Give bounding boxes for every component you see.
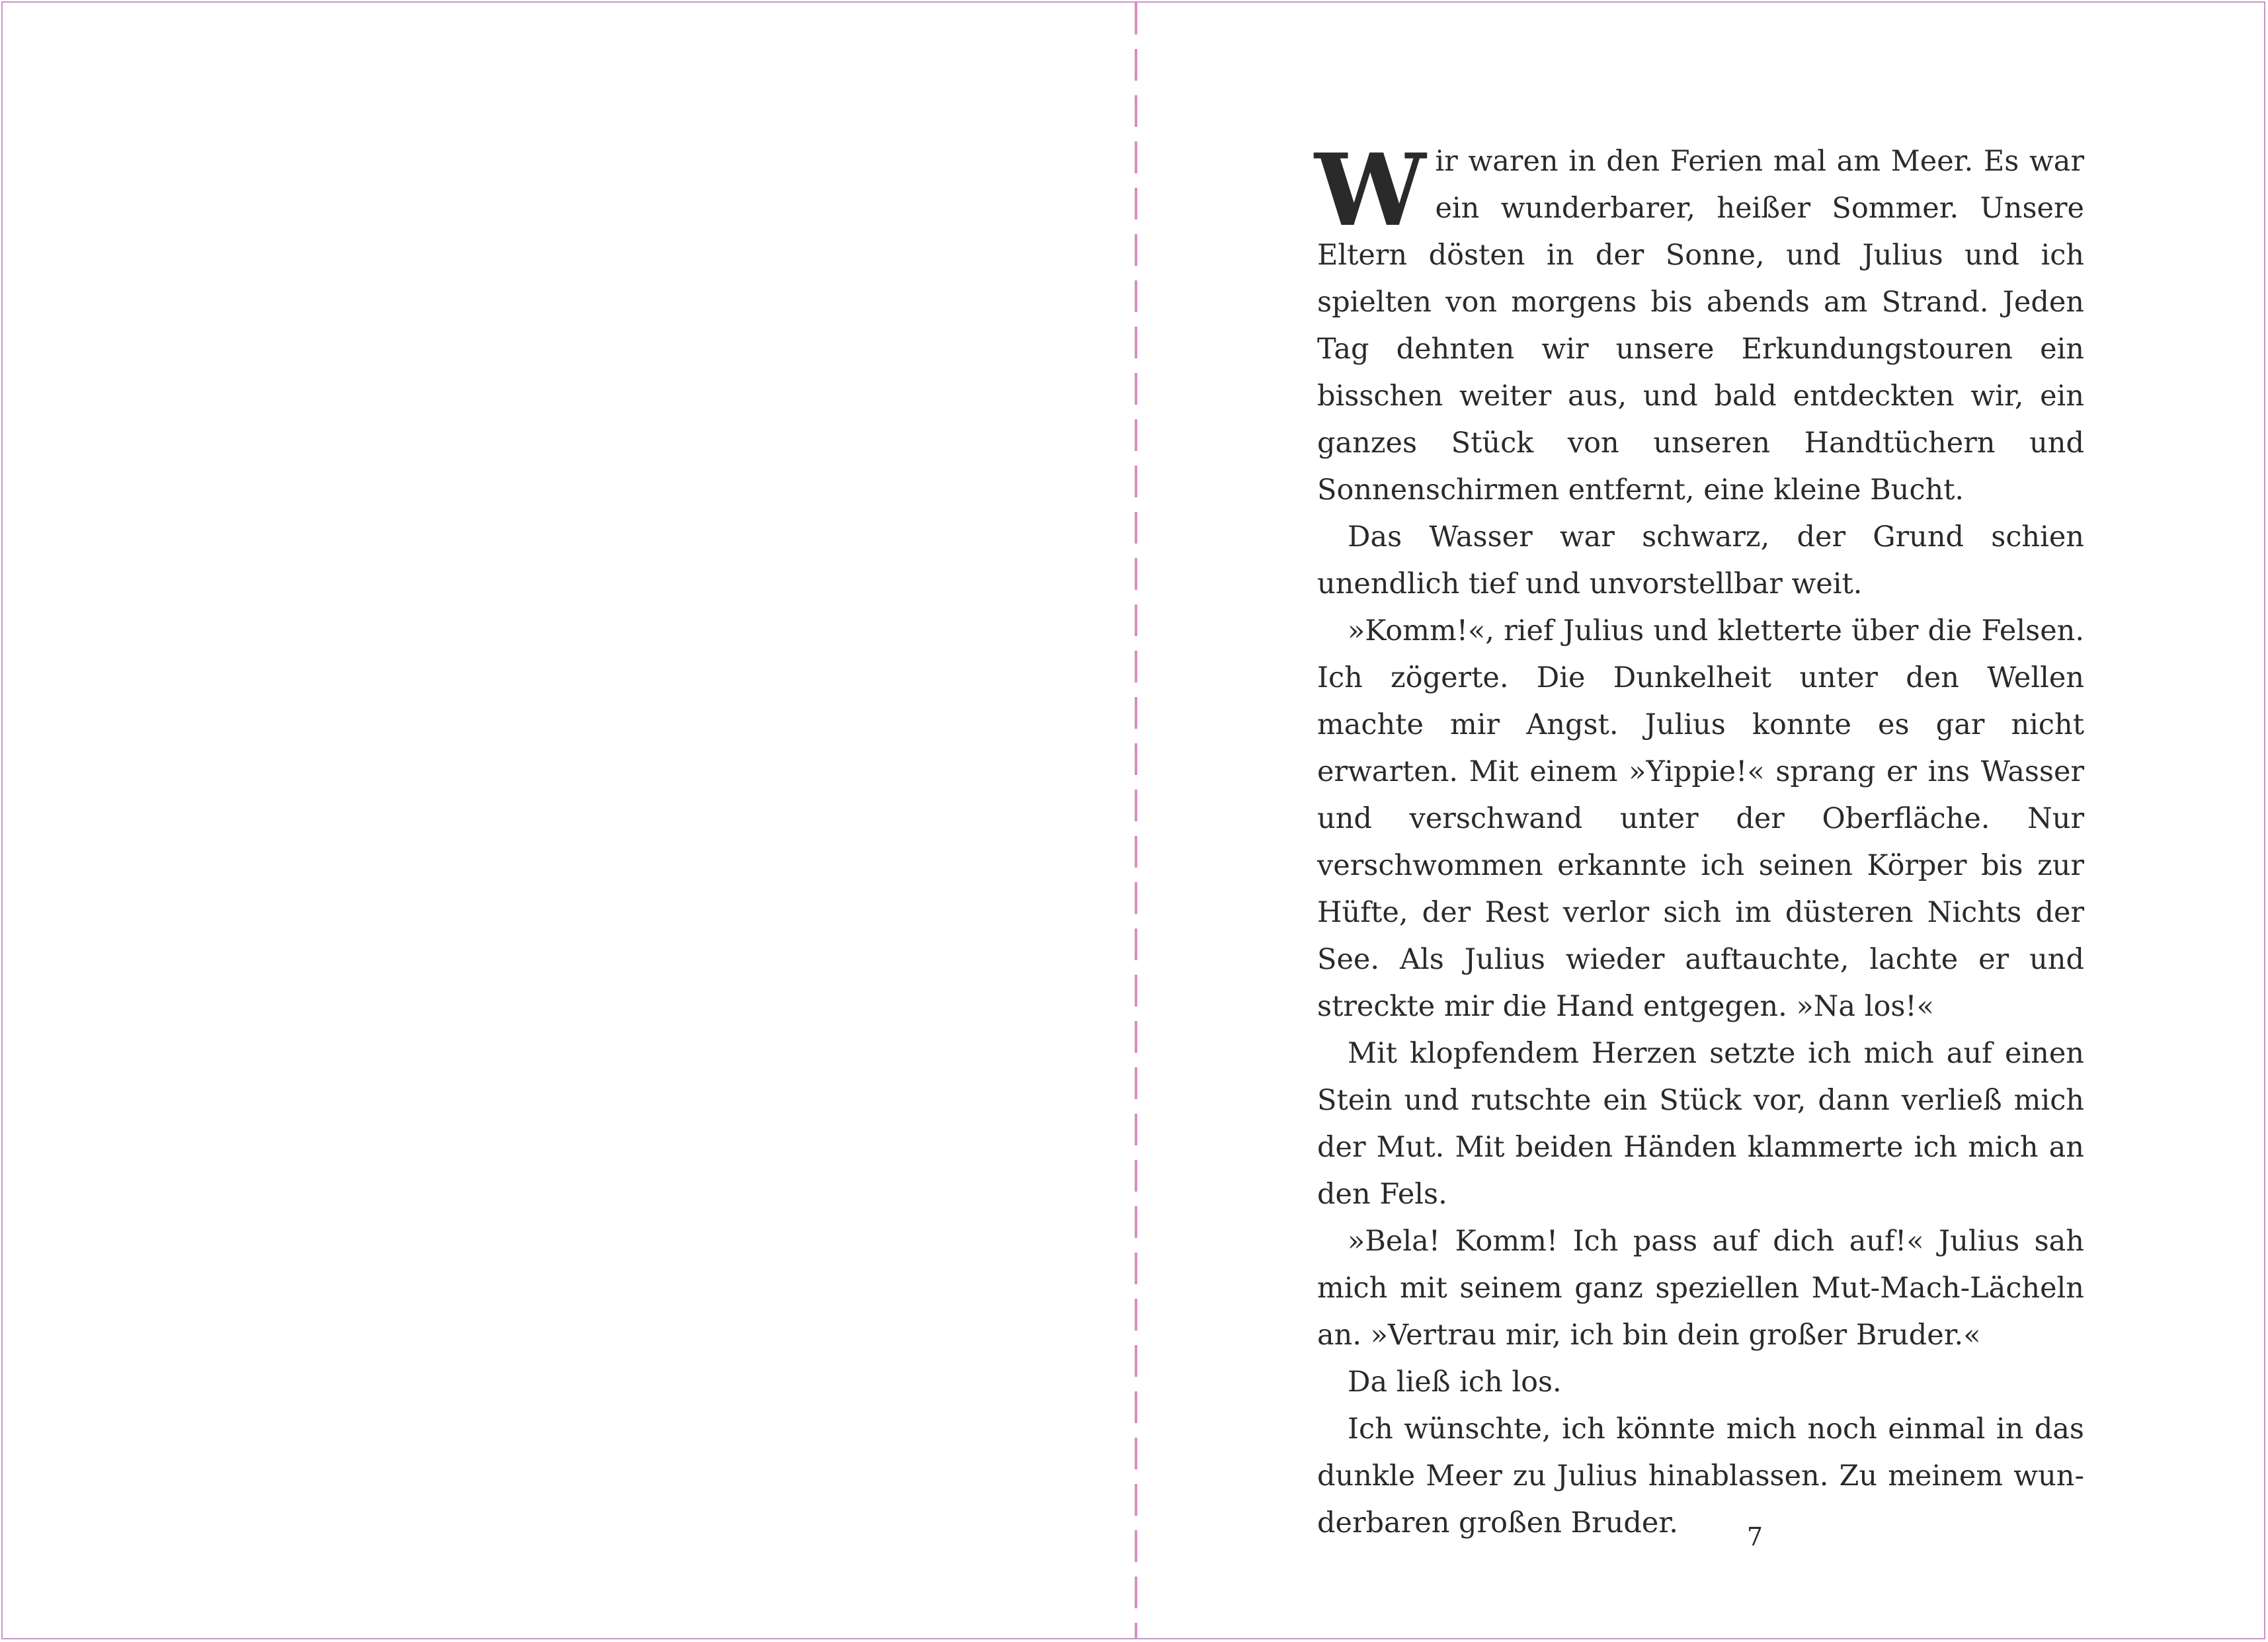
paragraph-2: Das Wasser war schwarz, der Grund schien unendlich tief und unvorstellbar weit.: [1317, 520, 2084, 600]
paragraph-7: Ich wünschte, ich könnte mich noch einmal in das dunkle Meer zu Julius hinablassen. Zu meinem wunderbaren großen Bruder.: [1317, 1413, 2084, 1539]
story-text: [1315, 132, 2084, 1547]
left-page-blank: [3, 3, 1135, 1638]
page-number: 7: [1746, 1522, 1763, 1551]
drop-cap: W: [1315, 132, 1426, 249]
right-page: [1137, 3, 2267, 1638]
paragraph-1: [1315, 132, 2084, 514]
paragraph-4: Mit klopfendem Herzen setzte ich mich auf einen Stein und rutschte ein Stück vor, dann verließ mich der Mut. Mit beiden Händen klammerte ich mich an den Fels.: [1317, 1037, 2084, 1211]
paragraph-5: »Bela! Komm! Ich pass auf dich auf!« Julius sah mich mit seinem ganz speziellen Mut-Mach-Lächeln an. »Vertrau mir, ich bin dein großer Bruder.«: [1317, 1225, 2084, 1352]
paragraph-3: »Komm!«, rief Julius und kletterte über die Felsen. Ich zögerte. Die Dunkelheit unter den Wellen machte mir Angst. Julius konnte es gar nicht erwarten. Mit einem »Yippie!« sprang er ins Wasser und verschwand unter der Oberfläche. Nur verschwommen erkannte ich seinen Körper bis zur Hüfte, der Rest verlor sich im düsteren Nichts der See. Als Julius wieder auftauchte, lachte er und streckte mir die Hand entgegen. »Na los!«: [1317, 614, 2084, 1023]
paragraph-6: Da ließ ich los.: [1348, 1366, 1562, 1399]
book-spread: [1, 1, 2265, 1639]
paragraph-1-text: ir waren in den Ferien mal am Meer. Es war ein wunderbarer, heißer Sommer. Unsere Eltern dösten in der Sonne, und Julius und ich spielten von morgens bis abends am Strand. Jeden Tag dehnten wir unsere Erkundungstouren ein bisschen weiter aus, und bald entdeckten wir, ein ganzes Stück von unseren Handtüchern und Sonnenschirmen entfernt, eine kleine Bucht.: [1317, 145, 2084, 507]
